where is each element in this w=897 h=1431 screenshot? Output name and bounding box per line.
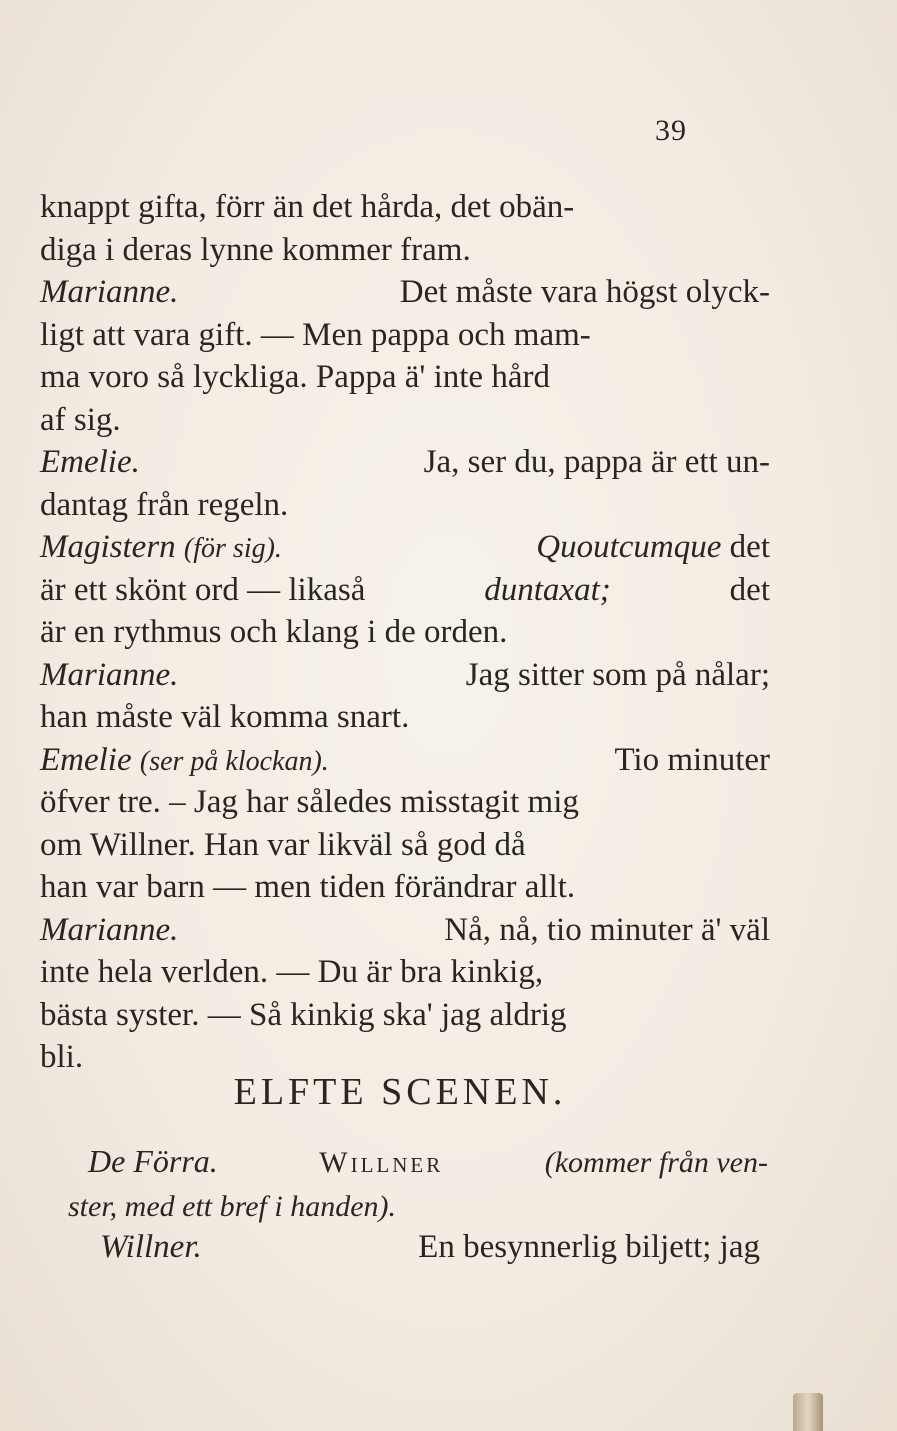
latin-group	[536, 526, 770, 569]
speaker-name: Marianne.	[40, 274, 179, 310]
text-line-content: Tio minuter	[614, 741, 770, 778]
text-line	[40, 526, 770, 569]
text-line	[40, 611, 770, 654]
text-line-content: han måste väl komma snart.	[40, 699, 410, 735]
text-line	[40, 696, 770, 739]
text-line-content: är en rythmus och klang i de orden.	[40, 614, 508, 650]
text-line	[40, 994, 770, 1037]
text-line	[40, 909, 770, 952]
speaker-name: Marianne.	[40, 656, 179, 693]
text-line-content: Det måste vara högst olyck-	[399, 274, 770, 310]
text-line	[40, 781, 770, 824]
speaker-name: Magistern	[40, 529, 176, 565]
text-line-content: Nå, nå, tio minuter ä' väl	[444, 911, 770, 948]
text-line-content: ma voro så lyckliga. Pappa ä' inte hård	[40, 359, 550, 395]
page-number: 39	[655, 114, 687, 147]
text-line	[40, 229, 770, 272]
text-line	[40, 399, 770, 442]
text-line-content: af sig.	[40, 401, 121, 438]
stage-aside: (ser på klockan).	[139, 745, 329, 777]
text-line-content: Ja, ser du, pappa är ett un-	[423, 444, 770, 480]
speaker-name: Emelie	[40, 741, 132, 778]
text-line-content: Jag sitter som på nålar;	[465, 656, 770, 693]
text-line	[40, 654, 770, 697]
speaker-name: Emelie.	[40, 444, 140, 480]
text-line	[40, 739, 770, 782]
text-line	[40, 824, 770, 867]
text-line	[40, 951, 770, 994]
text-line	[100, 1226, 760, 1269]
latin-word: duntaxat;	[484, 571, 611, 608]
text-line	[40, 866, 770, 909]
stage-line	[68, 1184, 768, 1230]
speaker-name: De Förra.	[88, 1143, 218, 1179]
text-line	[40, 441, 770, 484]
text-line-content: han var barn — men tiden förändrar allt.	[40, 869, 576, 905]
text-line-content: inte hela verlden. — Du är bra kinkig,	[40, 954, 544, 990]
text-line-content: om Willner. Han var likväl så god då	[40, 826, 526, 863]
text-line-content: bli.	[40, 1039, 84, 1075]
character-name: Willner	[319, 1146, 444, 1179]
speaker-name: Willner.	[100, 1229, 202, 1265]
text-line	[40, 356, 770, 399]
text-line	[40, 186, 770, 229]
text-line	[40, 484, 770, 527]
text-line-content: bästa syster. — Så kinkig ska' jag aldrig	[40, 996, 567, 1033]
text-line-content: knappt gifta, förr än det hårda, det obän-	[40, 189, 575, 225]
speaker-name: Marianne.	[40, 911, 179, 948]
final-line	[100, 1226, 760, 1269]
text-line-content: det	[729, 571, 770, 608]
text-line	[40, 314, 770, 357]
stage-direction	[68, 1138, 768, 1230]
stage-aside: (kommer från ven-	[544, 1146, 768, 1179]
text-line	[40, 569, 770, 612]
page-tab-marker	[793, 1393, 823, 1431]
stage-aside: (för sig).	[183, 533, 282, 564]
text-line-content: diga i deras lynne kommer fram.	[40, 231, 471, 268]
text-line-content: är ett skönt ord — likaså	[40, 571, 366, 608]
text-line-content: ligt att vara gift. — Men pappa och mam-	[40, 316, 591, 353]
text-line-content: det	[729, 529, 770, 565]
text-line-content: En besynnerlig biljett; jag	[418, 1229, 760, 1265]
stage-line	[88, 1138, 768, 1184]
latin-word: Quoutcumque	[536, 529, 722, 565]
text-line-content: dantag från regeln.	[40, 486, 289, 523]
speaker-group	[40, 739, 329, 784]
text-line	[40, 271, 770, 314]
speaker-group	[40, 526, 282, 571]
stage-aside: ster, med ett bref i handen).	[68, 1190, 396, 1223]
scene-heading: ELFTE SCENEN.	[233, 1071, 567, 1113]
dialogue-text	[40, 186, 770, 1079]
text-line-content: öfver tre. – Jag har således misstagit mig	[40, 784, 579, 820]
